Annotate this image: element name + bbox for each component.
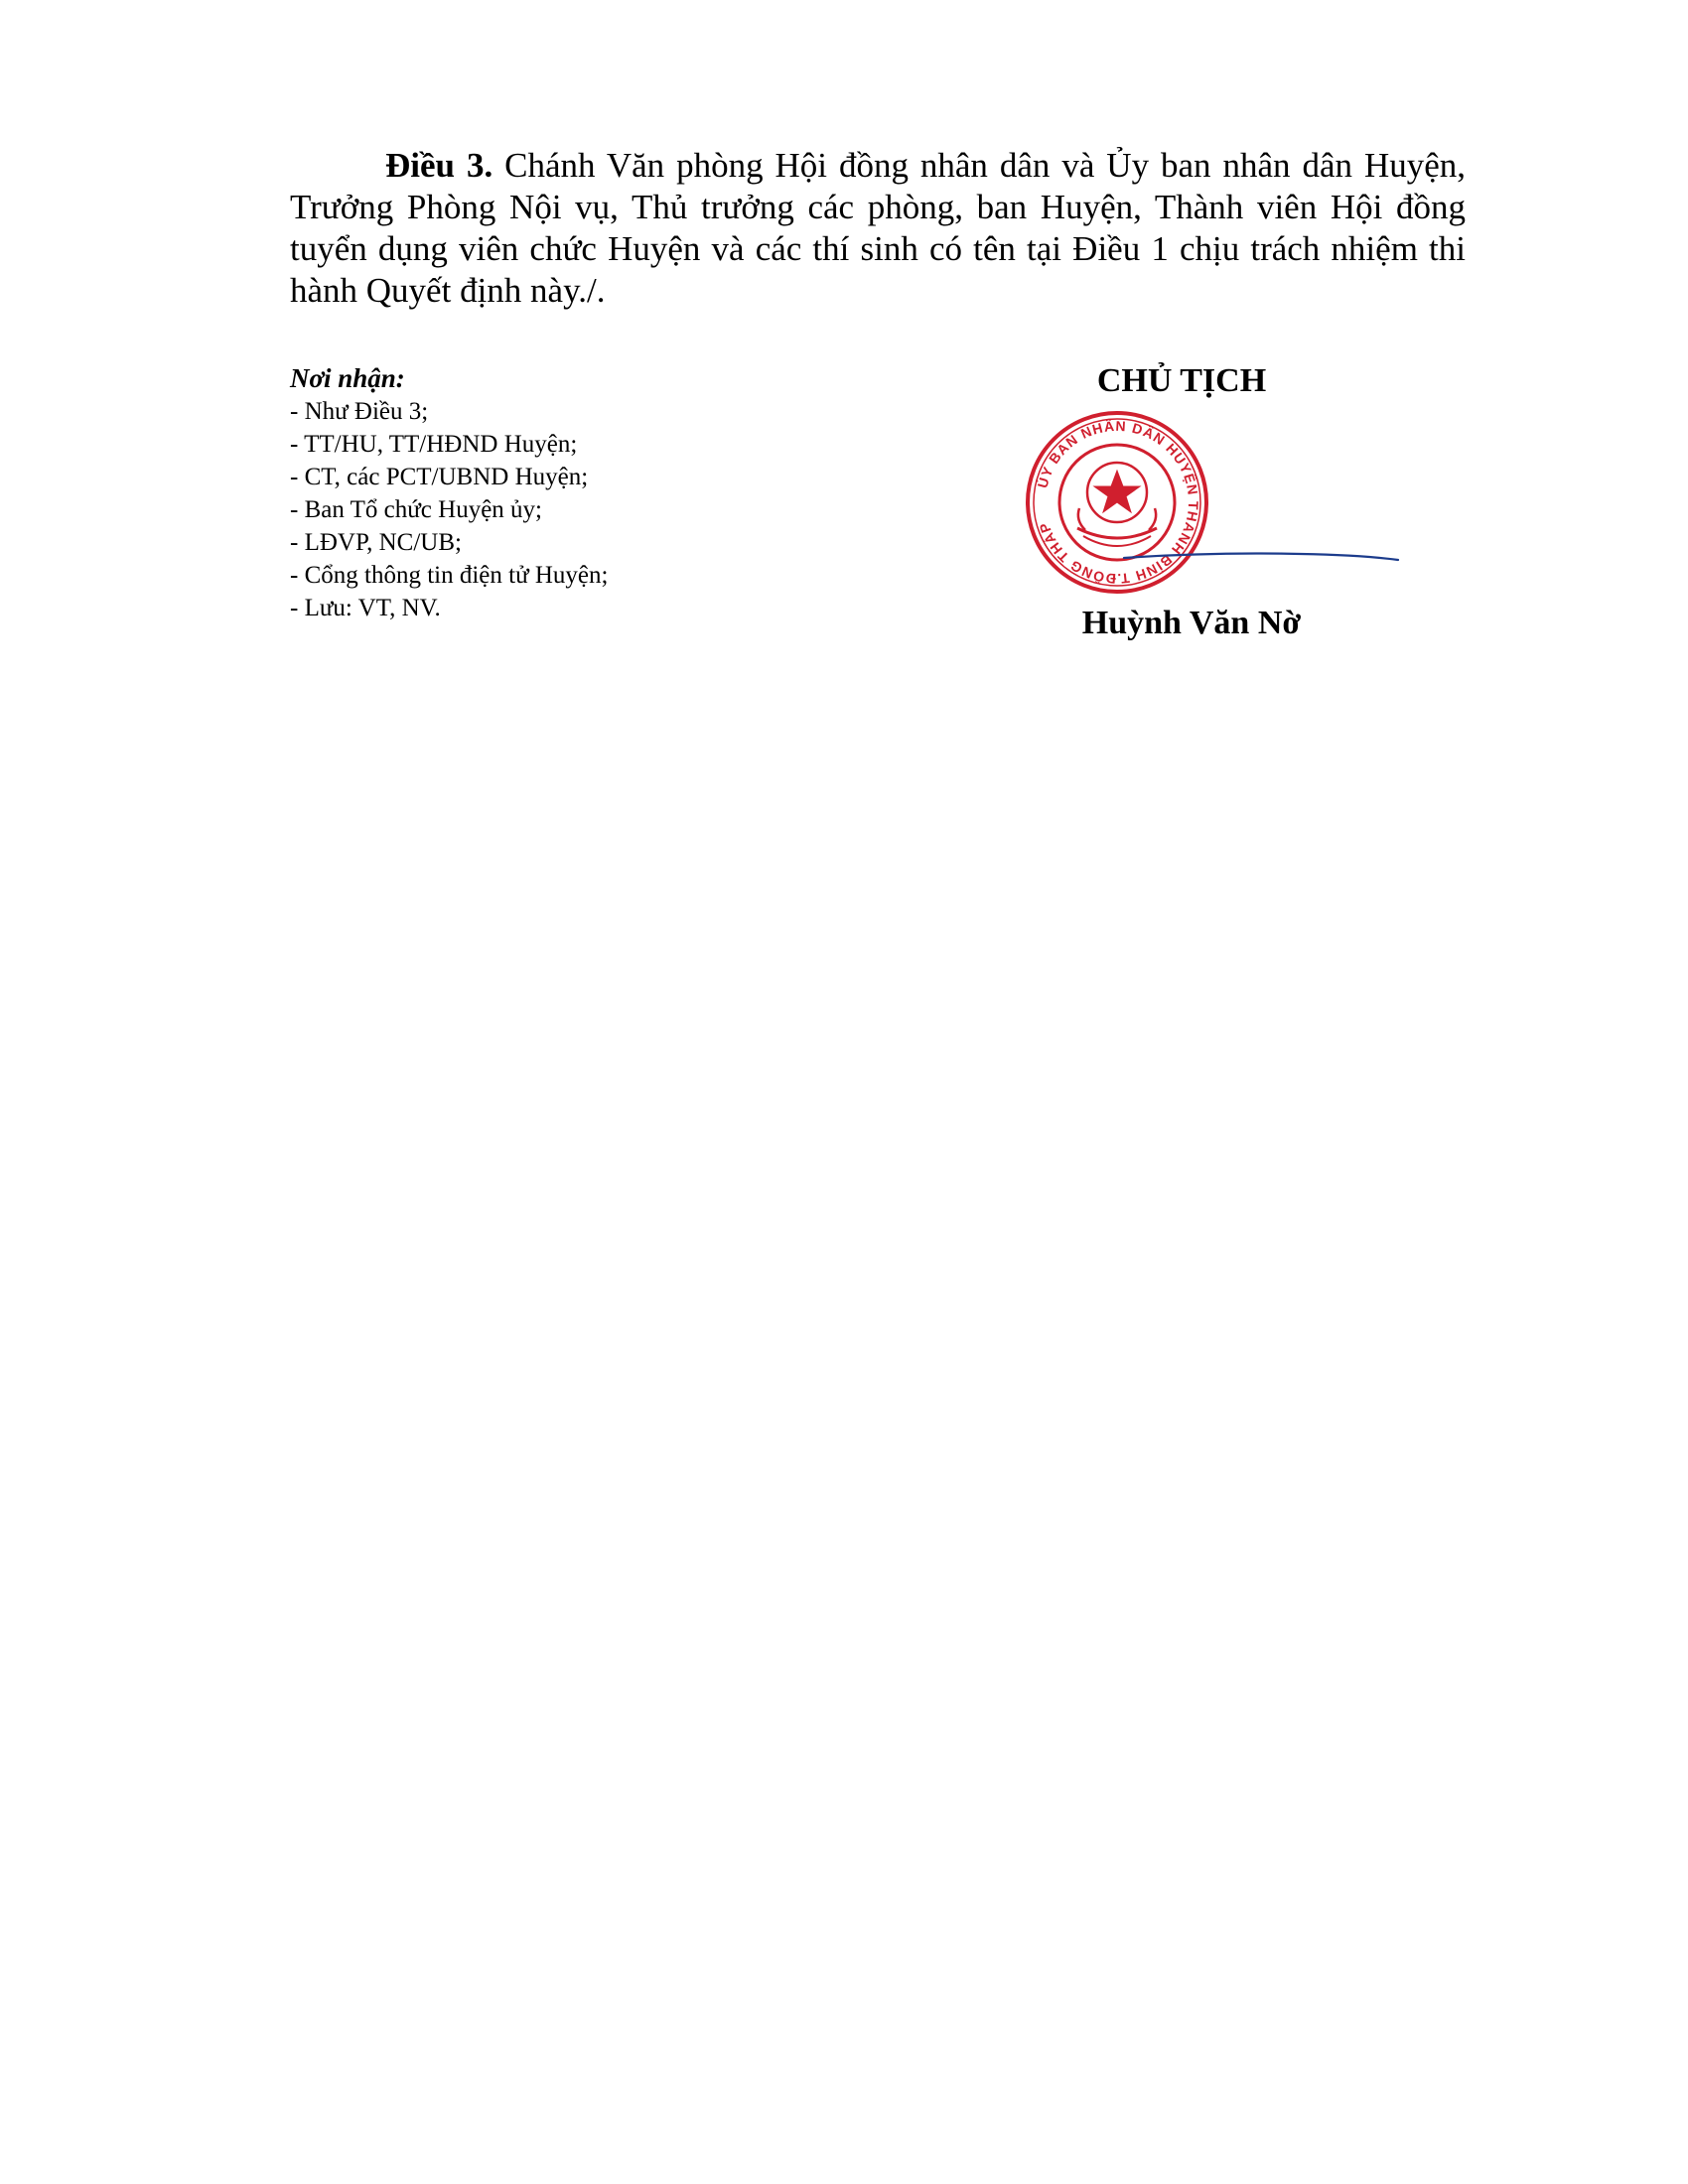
signer-title: CHỦ TỊCH: [1096, 362, 1267, 399]
signer-name: Huỳnh Văn Nờ: [1081, 605, 1302, 641]
recipient-item: - Như Điều 3;: [290, 398, 429, 425]
seal-text-path: ỦY BAN NHÂN DÂN HUYỆN THANH BÌNH T.ĐỒNG THÁP: [1034, 417, 1202, 588]
recipient-item: - Lưu: VT, NV.: [290, 595, 441, 621]
recipient-item: - TT/HU, TT/HĐND Huyện;: [290, 431, 578, 458]
recipient-item: - LĐVP, NC/UB;: [290, 529, 462, 556]
article-3-paragraph: [290, 145, 1466, 312]
article-3: [290, 145, 1466, 312]
recipients-heading: Nơi nhận:: [290, 363, 405, 393]
article-3-text: Chánh Văn phòng Hội đồng nhân dân và Ủy ban nhân dân Huyện, Trưởng Phòng Nội vụ, Thủ trưởng các phòng, ban Huyện, Thành viên Hội đồng tuyển dụng viên chức Huyện và các thí sinh có tên tại Điều 1 chịu trách nhiệm thi hành Quyết định này./.: [290, 146, 1467, 310]
recipient-item: - Cổng thông tin điện tử Huyện;: [290, 562, 609, 589]
recipients-block: [290, 361, 806, 624]
emblem-icon: [1077, 463, 1157, 546]
recipients-list: [290, 395, 806, 624]
recipient-item: - CT, các PCT/UBND Huyện;: [290, 464, 589, 490]
signature-stroke: [1122, 544, 1400, 574]
article-3-label: Điều 3.: [385, 146, 493, 185]
recipient-item: - Ban Tổ chức Huyện ủy;: [290, 496, 543, 523]
